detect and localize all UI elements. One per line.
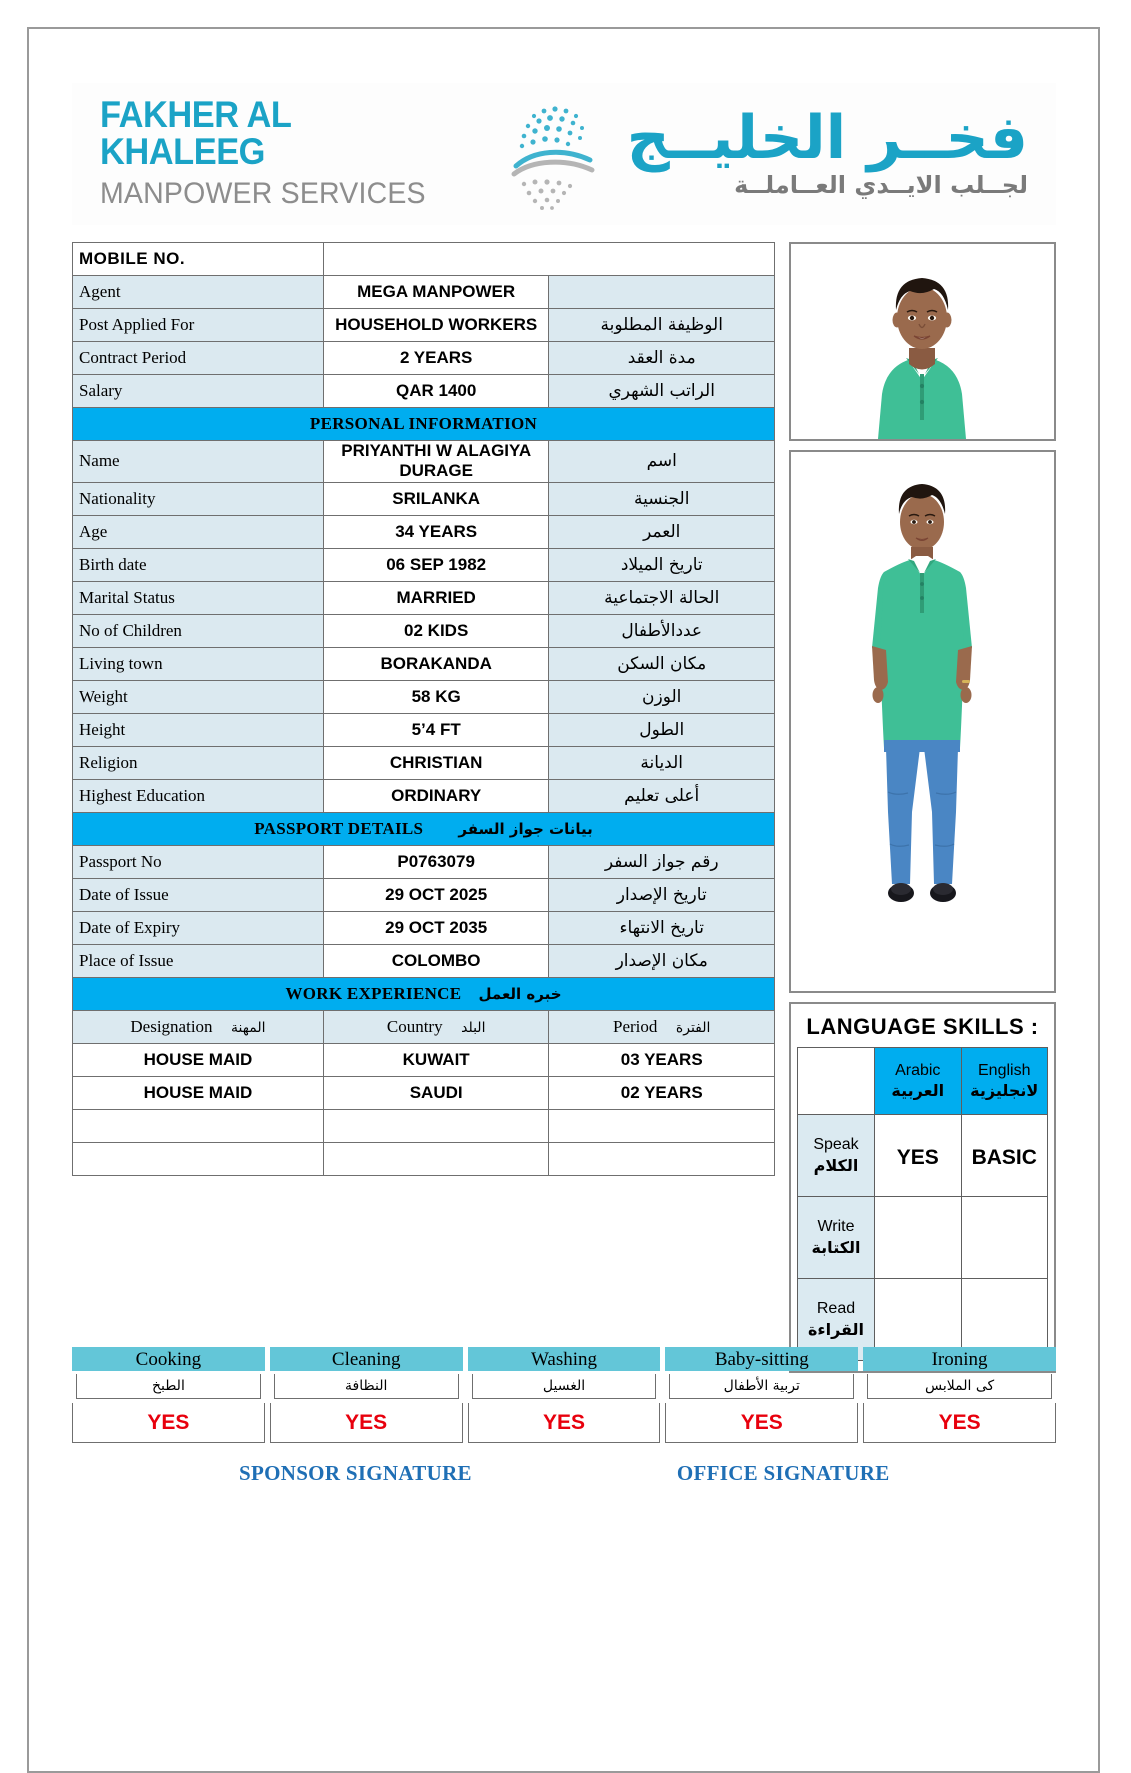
table-row xyxy=(73,647,775,680)
work-experience-title: WORK EXPERIENCE xyxy=(285,983,462,1003)
row-label: Highest Education xyxy=(73,779,324,812)
language-column-arabic xyxy=(875,1048,962,1115)
section-header-passport xyxy=(73,812,775,845)
row-arabic-label: اسم xyxy=(549,441,775,483)
passport-details-title: PASSPORT DETAILS xyxy=(254,818,424,838)
logo-emblem-icon xyxy=(472,94,622,214)
col-country-label: Country xyxy=(386,1016,443,1036)
col-period-arabic: الفترة xyxy=(675,1019,711,1036)
row-value: CHRISTIAN xyxy=(323,746,549,779)
row-label: Living town xyxy=(73,647,324,680)
language-col-english-en: English xyxy=(978,1062,1031,1079)
table-row xyxy=(73,779,775,812)
work-designation: HOUSE MAID xyxy=(73,1043,324,1076)
right-column xyxy=(789,242,1056,1373)
passport-details-title-arabic: بيانات جواز السفر xyxy=(458,819,593,838)
skill-washing-label: Washing xyxy=(468,1347,661,1371)
work-table-row xyxy=(73,1142,775,1175)
row-value: HOUSEHOLD WORKERS xyxy=(323,309,549,342)
skill-ironing-label: Ironing xyxy=(863,1347,1056,1371)
row-value: 34 YEARS xyxy=(323,515,549,548)
section-header-work xyxy=(73,977,775,1010)
logo-line2: MANPOWER SERVICES xyxy=(100,176,426,210)
mobile-no-value[interactable] xyxy=(323,243,774,276)
mobile-no-label: MOBILE NO. xyxy=(73,243,324,276)
table-row xyxy=(73,845,775,878)
applicant-fullbody-photo xyxy=(789,450,1056,993)
language-speak-en: Speak xyxy=(813,1135,859,1153)
skill-washing-arabic: الغسيل xyxy=(472,1374,657,1399)
col-designation-label: Designation xyxy=(130,1016,213,1036)
skill-cooking-value[interactable]: YES xyxy=(72,1403,265,1443)
table-row xyxy=(73,581,775,614)
language-column-english xyxy=(961,1048,1048,1115)
company-logo-header xyxy=(72,83,1056,225)
cv-page xyxy=(27,27,1100,1773)
language-row-write xyxy=(798,1197,1048,1279)
row-arabic-label: مدة العقد xyxy=(549,342,775,375)
row-value: 29 OCT 2025 xyxy=(323,878,549,911)
skill-washing xyxy=(468,1347,661,1443)
row-value: 2 YEARS xyxy=(323,342,549,375)
row-arabic-label: مكان السكن xyxy=(549,647,775,680)
row-arabic-label: الوزن xyxy=(549,680,775,713)
table-row-mobile xyxy=(73,243,775,276)
work-period[interactable] xyxy=(549,1142,775,1175)
language-skill-speak xyxy=(798,1115,875,1197)
row-arabic-label: الديانة xyxy=(549,746,775,779)
table-row xyxy=(73,482,775,515)
row-arabic-label: الجنسية xyxy=(549,482,775,515)
col-designation-arabic: المهنة xyxy=(231,1019,266,1036)
logo-arabic-main: فخــر الخليــج xyxy=(626,102,1028,173)
section-header-personal xyxy=(73,408,775,441)
language-speak-arabic-value[interactable]: YES xyxy=(875,1115,962,1197)
skill-babysitting xyxy=(665,1347,858,1443)
row-value: SRILANKA xyxy=(323,482,549,515)
row-label: Nationality xyxy=(73,482,324,515)
row-arabic-label: الوظيفة المطلوبة xyxy=(549,309,775,342)
row-arabic-label: عددالأطفال xyxy=(549,614,775,647)
language-speak-ar: الكلام xyxy=(813,1155,859,1175)
language-speak-english-value[interactable]: BASIC xyxy=(961,1115,1048,1197)
language-skill-write xyxy=(798,1197,875,1279)
table-row xyxy=(73,680,775,713)
row-value: 06 SEP 1982 xyxy=(323,548,549,581)
language-col-english-ar: لانجليزية xyxy=(970,1081,1039,1100)
work-table-row xyxy=(73,1109,775,1142)
row-value: 29 OCT 2035 xyxy=(323,911,549,944)
language-row-speak xyxy=(798,1115,1048,1197)
row-label: Birth date xyxy=(73,548,324,581)
sponsor-signature-label: SPONSOR SIGNATURE xyxy=(239,1461,472,1485)
office-signature-label: OFFICE SIGNATURE xyxy=(676,1461,890,1485)
work-experience-title-arabic: خبره العمل xyxy=(478,984,562,1003)
row-value: ORDINARY xyxy=(323,779,549,812)
applicant-headshot-photo xyxy=(789,242,1056,441)
table-row xyxy=(73,713,775,746)
row-value: 58 KG xyxy=(323,680,549,713)
row-arabic-label: الطول xyxy=(549,713,775,746)
table-row xyxy=(73,548,775,581)
row-value: MEGA MANPOWER xyxy=(323,276,549,309)
table-row xyxy=(73,375,775,408)
row-arabic-label: تاريخ الانتهاء xyxy=(549,911,775,944)
language-col-arabic-en: Arabic xyxy=(895,1062,941,1079)
col-country-arabic: البلد xyxy=(461,1019,486,1036)
work-designation[interactable] xyxy=(73,1142,324,1175)
row-label: Date of Expiry xyxy=(73,911,324,944)
language-write-ar: الكتابة xyxy=(811,1237,861,1257)
row-label: Height xyxy=(73,713,324,746)
language-write-english-value[interactable] xyxy=(961,1197,1048,1279)
skill-babysitting-arabic: تربية الأطفال xyxy=(669,1374,854,1399)
row-label: No of Children xyxy=(73,614,324,647)
details-table xyxy=(72,242,775,1176)
work-designation[interactable] xyxy=(73,1109,324,1142)
row-label: Religion xyxy=(73,746,324,779)
skill-cooking xyxy=(72,1347,265,1443)
table-row xyxy=(73,614,775,647)
skill-washing-value[interactable]: YES xyxy=(468,1403,661,1443)
table-row xyxy=(73,911,775,944)
signature-row xyxy=(72,1461,1056,1486)
row-value: BORAKANDA xyxy=(323,647,549,680)
skill-ironing-value[interactable]: YES xyxy=(863,1403,1056,1443)
col-period-label: Period xyxy=(613,1016,658,1036)
table-row xyxy=(73,276,775,309)
row-label: Name xyxy=(73,441,324,483)
row-arabic-label xyxy=(549,276,775,309)
logo-line1: FAKHER AL KHALEEG xyxy=(100,93,291,172)
row-arabic-label: تاريخ الإصدار xyxy=(549,878,775,911)
skill-ironing xyxy=(863,1347,1056,1443)
table-row xyxy=(73,944,775,977)
work-period: 02 YEARS xyxy=(549,1076,775,1109)
row-label: Date of Issue xyxy=(73,878,324,911)
row-value: QAR 1400 xyxy=(323,375,549,408)
language-col-arabic-ar: العربية xyxy=(891,1081,945,1100)
language-skills-table xyxy=(797,1047,1048,1361)
language-read-ar: القراءة xyxy=(807,1319,865,1339)
logo-arabic-text xyxy=(622,102,1056,201)
work-period: 03 YEARS xyxy=(549,1043,775,1076)
row-label: Post Applied For xyxy=(73,309,324,342)
row-value: COLOMBO xyxy=(323,944,549,977)
row-label: Age xyxy=(73,515,324,548)
row-label: Passport No xyxy=(73,845,324,878)
row-arabic-label: الحالة الاجتماعية xyxy=(549,581,775,614)
work-period[interactable] xyxy=(549,1109,775,1142)
work-table-row xyxy=(73,1043,775,1076)
language-corner-cell xyxy=(798,1048,875,1115)
row-label: Agent xyxy=(73,276,324,309)
work-designation: HOUSE MAID xyxy=(73,1076,324,1109)
table-row xyxy=(73,342,775,375)
row-label: Salary xyxy=(73,375,324,408)
skill-babysitting-label: Baby-sitting xyxy=(665,1347,858,1371)
language-skills-panel xyxy=(789,1002,1056,1373)
skill-cleaning-label: Cleaning xyxy=(270,1347,463,1371)
row-label: Marital Status xyxy=(73,581,324,614)
work-table-header-row xyxy=(73,1010,775,1043)
language-read-en: Read xyxy=(816,1299,856,1317)
language-skills-title: LANGUAGE SKILLS : xyxy=(806,1014,1039,1039)
logo-english-text xyxy=(72,93,472,213)
left-column xyxy=(72,242,775,1176)
row-value: PRIYANTHI W ALAGIYA DURAGE xyxy=(323,441,549,483)
work-country: SAUDI xyxy=(323,1076,549,1109)
language-header-row xyxy=(798,1048,1048,1115)
table-row xyxy=(73,878,775,911)
skill-cleaning xyxy=(270,1347,463,1443)
row-arabic-label: رقم جواز السفر xyxy=(549,845,775,878)
row-value: 5’4 FT xyxy=(323,713,549,746)
work-country[interactable] xyxy=(323,1142,549,1175)
row-label: Contract Period xyxy=(73,342,324,375)
table-row xyxy=(73,441,775,483)
work-country: KUWAIT xyxy=(323,1043,549,1076)
table-row xyxy=(73,515,775,548)
row-arabic-label: مكان الإصدار xyxy=(549,944,775,977)
skill-ironing-arabic: كى الملابس xyxy=(867,1374,1052,1399)
row-value: MARRIED xyxy=(323,581,549,614)
personal-information-title: PERSONAL INFORMATION xyxy=(73,408,775,441)
language-write-en: Write xyxy=(817,1217,855,1235)
row-arabic-label: تاريخ الميلاد xyxy=(549,548,775,581)
logo-arabic-sub: لجــلب الايــدي العــاملــة xyxy=(734,170,1028,199)
table-row xyxy=(73,309,775,342)
row-arabic-label: أعلى تعليم xyxy=(549,779,775,812)
skill-cleaning-arabic: النظافة xyxy=(274,1374,459,1399)
skill-cooking-label: Cooking xyxy=(72,1347,265,1371)
row-arabic-label: الراتب الشهري xyxy=(549,375,775,408)
language-write-arabic-value[interactable] xyxy=(875,1197,962,1279)
skill-cleaning-value[interactable]: YES xyxy=(270,1403,463,1443)
work-table-row xyxy=(73,1076,775,1109)
row-label: Weight xyxy=(73,680,324,713)
skill-cooking-arabic: الطبخ xyxy=(76,1374,261,1399)
row-arabic-label: العمر xyxy=(549,515,775,548)
row-label: Place of Issue xyxy=(73,944,324,977)
row-value: 02 KIDS xyxy=(323,614,549,647)
household-skills-strip xyxy=(72,1347,1056,1443)
skill-babysitting-value[interactable]: YES xyxy=(665,1403,858,1443)
work-country[interactable] xyxy=(323,1109,549,1142)
row-value: P0763079 xyxy=(323,845,549,878)
table-row xyxy=(73,746,775,779)
